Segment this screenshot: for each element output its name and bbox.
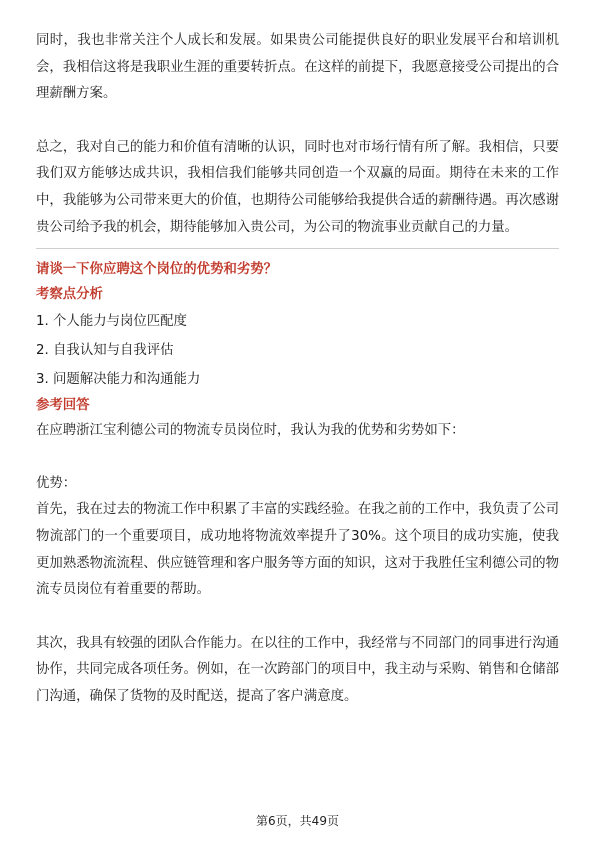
analysis-heading: 考察点分析	[36, 287, 103, 303]
paragraph-gap	[36, 445, 559, 471]
answer-paragraph-2: 其次，我具有较强的团队合作能力。在以往的工作中，我经常与不同部门的同事进行沟通协作，共同完成各项任务。例如，在一次跨部门的项目中，我主动与采购、销售和仓储部门沟通，确保了货物的及时配送，提高了客户满意度。	[36, 635, 559, 704]
analysis-point-3: 3. 问题解决能力和沟通能力	[36, 372, 201, 388]
answer-paragraph-1: 首先，我在过去的物流工作中积累了丰富的实践经验。在我之前的工作中，我负责了公司物流部门的一个重要项目，成功地将物流效率提升了30%。这个项目的成功实施，使我更加熟悉物流流程、供应链管理和客户服务等方面的知识，这对于我胜任宝利德公司的物流专员岗位有着重要的帮助。	[36, 502, 559, 598]
paragraph-gap	[36, 604, 559, 631]
interview-question: 请谈一下你应聘这个岗位的优势和劣势？	[36, 262, 278, 278]
answer-intro: 在应聘浙江宝利德公司的物流专员岗位时，我认为我的优势和劣势如下：	[36, 423, 465, 439]
document-page	[36, 28, 559, 711]
answer-heading: 参考回答	[36, 398, 90, 414]
advantages-label: 优势：	[36, 475, 77, 491]
intro-paragraph-1: 同时，我也非常关注个人成长和发展。如果贵公司能提供良好的职业发展平台和培训机会，我相信这将是我职业生涯的重要转折点。在这样的前提下，我愿意接受公司提出的合理薪酬方案。	[36, 33, 559, 102]
section-divider	[36, 248, 559, 249]
paragraph-gap	[36, 108, 559, 135]
analysis-point-1: 1. 个人能力与岗位匹配度	[36, 314, 187, 330]
intro-paragraph-2: 总之，我对自己的能力和价值有清晰的认识，同时也对市场行情有所了解。我相信，只要我们双方能够达成共识，我相信我们能够共同创造一个双赢的局面。期待在未来的工作中，我能够为公司带来更大的价值，也期待公司能够给我提供合适的薪酬待遇。再次感谢贵公司给予我的机会，期待能够加入贵公司，为公司的物流事业贡献自己的力量。	[36, 139, 559, 235]
page-number-footer: 第6页，共49页	[256, 814, 339, 828]
analysis-point-2: 2. 自我认知与自我评估	[36, 343, 174, 359]
